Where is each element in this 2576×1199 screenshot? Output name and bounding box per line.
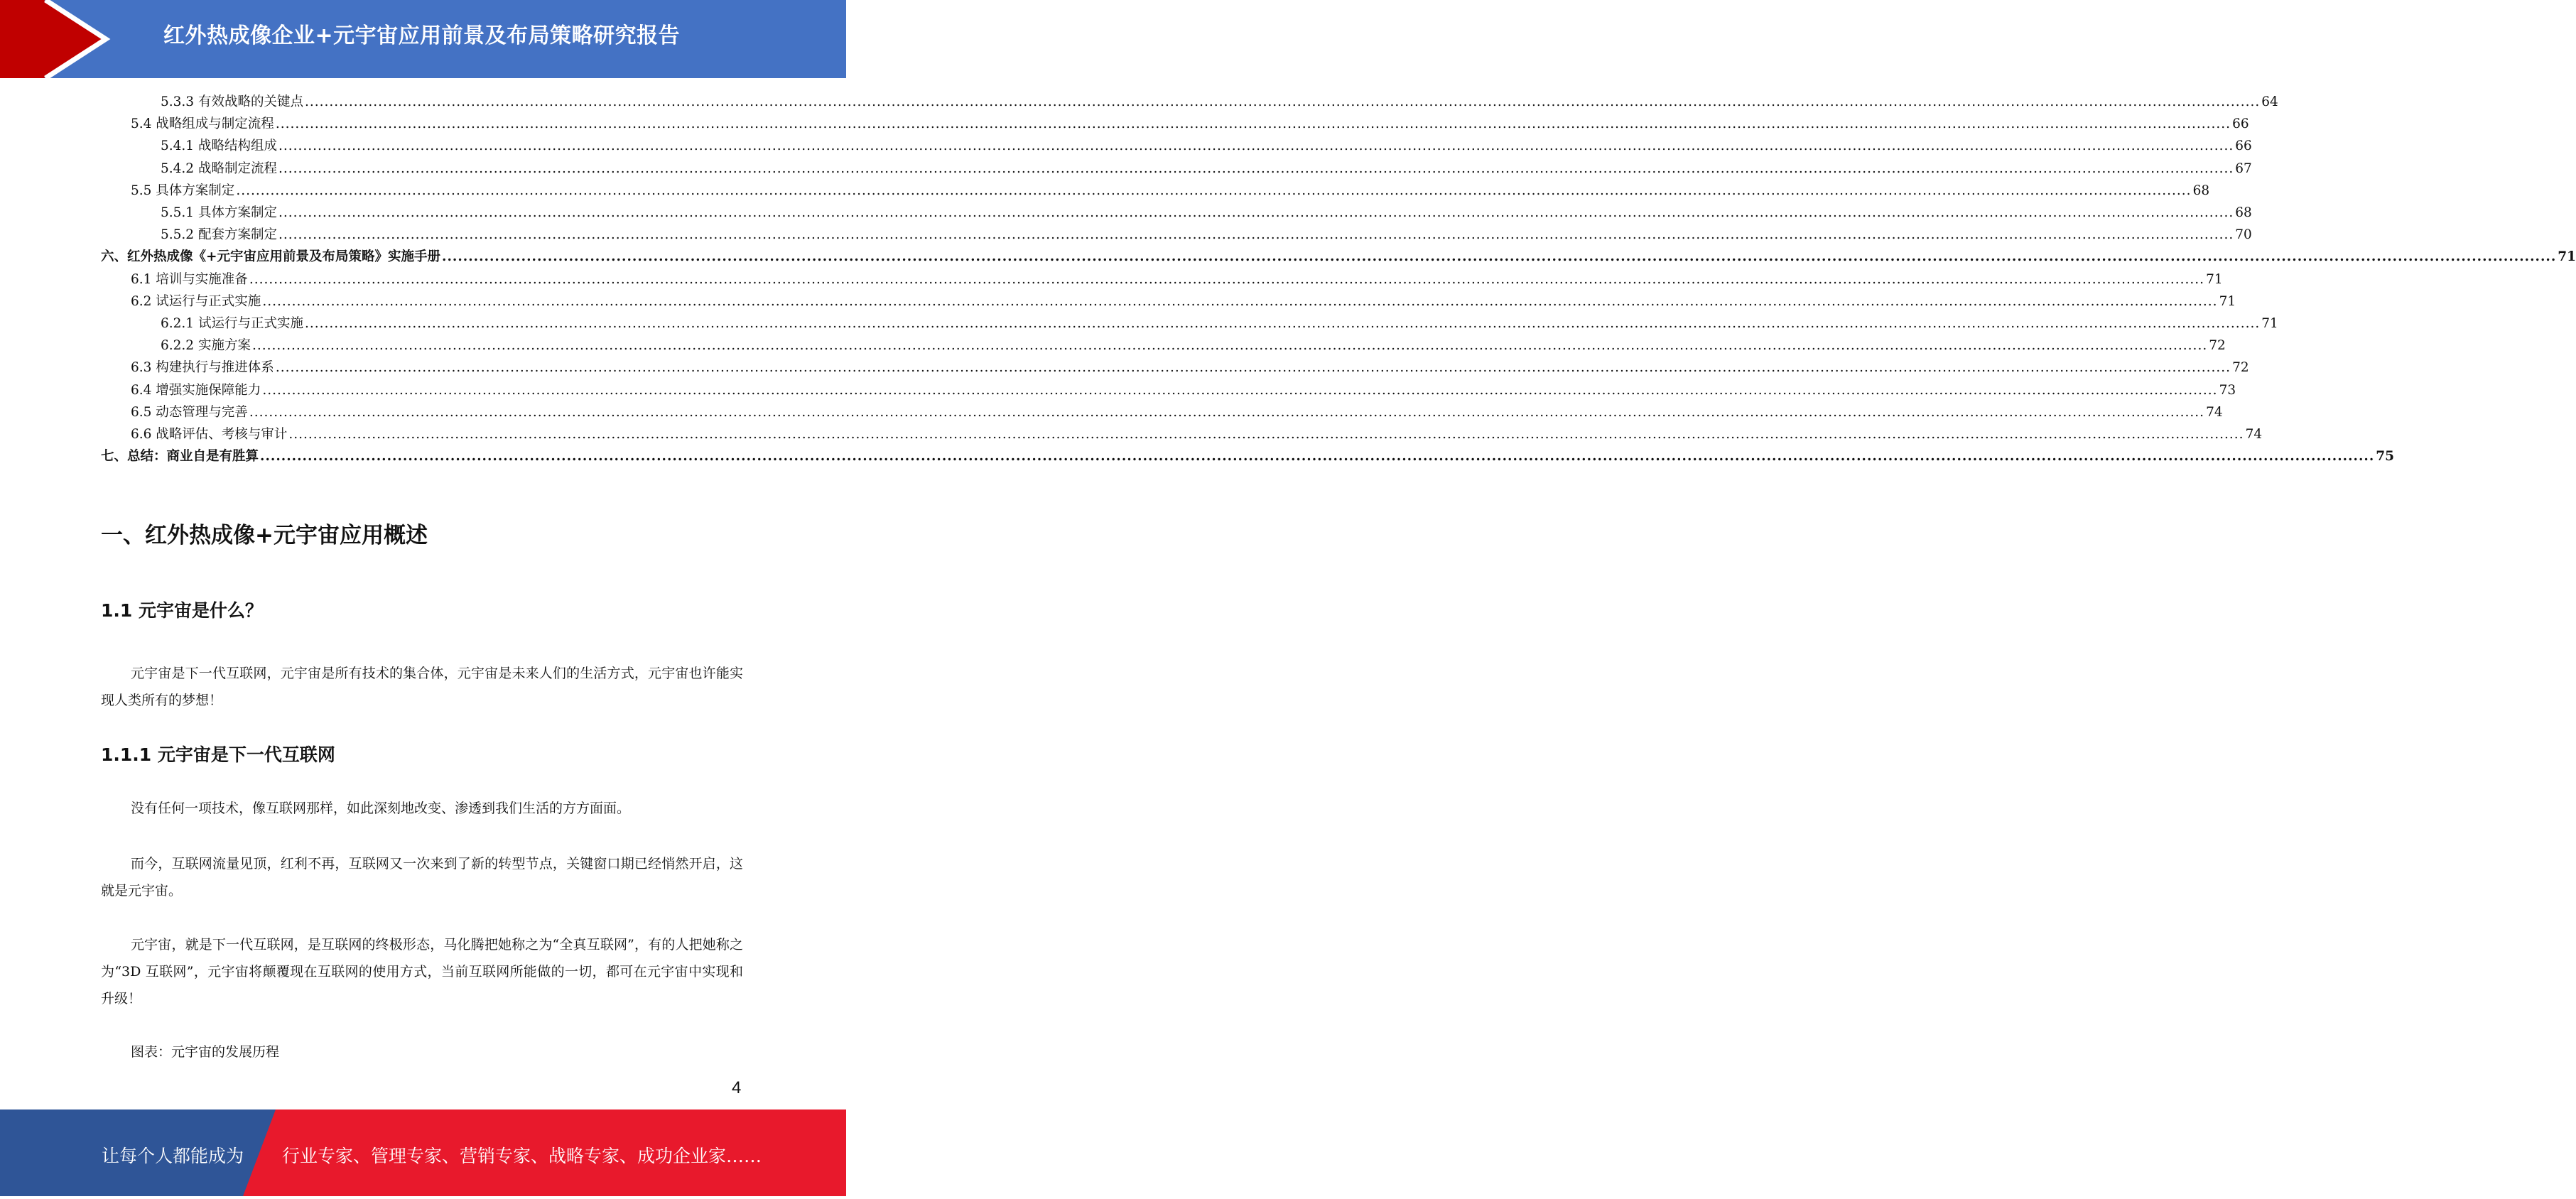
toc-leader-dots: ................................................................................................................................................................................................................................................................................................................................................................................................................ bbox=[278, 161, 2234, 176]
toc-entry-page: 67 bbox=[2235, 161, 2252, 176]
toc-leader-dots: ................................................................................................................................................................................................................................................................................................................................................................................................................ bbox=[304, 316, 2261, 331]
toc-leader-dots: ................................................................................................................................................................................................................................................................................................................................................................................................................ bbox=[278, 139, 2234, 154]
toc-entry[interactable] bbox=[131, 113, 2249, 135]
toc-entry[interactable] bbox=[161, 335, 2226, 357]
toc-leader-dots: ................................................................................................................................................................................................................................................................................................................................................................................................................ bbox=[249, 404, 2205, 420]
toc-entry[interactable] bbox=[161, 224, 2252, 246]
toc-entry-page: 71 bbox=[2261, 316, 2278, 331]
toc-leader-dots: ................................................................................................................................................................................................................................................................................................................................................................................................................ bbox=[262, 293, 2218, 309]
toc-entry-label: 5.3.3 有效战略的关键点 bbox=[161, 94, 303, 109]
toc-entry-label: 5.4.1 战略结构组成 bbox=[161, 139, 277, 154]
toc-entry-label: 6.2.2 实施方案 bbox=[161, 338, 251, 354]
toc-leader-dots: ................................................................................................................................................................................................................................................................................................................................................................................................................ bbox=[275, 360, 2231, 376]
toc-entry-label: 6.2 试运行与正式实施 bbox=[131, 293, 261, 309]
toc-entry-label: 5.4 战略组成与制定流程 bbox=[131, 116, 274, 132]
toc-entry[interactable] bbox=[161, 202, 2252, 224]
toc-entry[interactable] bbox=[101, 445, 2395, 467]
report-title: 红外热成像企业+元宇宙应用前景及布局策略研究报告 bbox=[163, 23, 681, 48]
toc-entry-page: 66 bbox=[2235, 139, 2252, 154]
toc-entry-label: 5.4.2 战略制定流程 bbox=[161, 161, 277, 176]
toc-entry[interactable] bbox=[161, 135, 2252, 157]
header-band bbox=[0, 0, 846, 78]
toc-entry[interactable] bbox=[131, 291, 2236, 313]
toc-entry-label: 七、总结：商业自是有胜算 bbox=[101, 449, 259, 465]
toc-leader-dots: ................................................................................................................................................................................................................................................................................................................................................................................................................ bbox=[251, 338, 2208, 354]
toc-entry[interactable] bbox=[131, 401, 2223, 423]
toc-entry-label: 5.5.1 具体方案制定 bbox=[161, 205, 277, 220]
toc-entry-page: 64 bbox=[2261, 94, 2278, 109]
toc-entry-page: 66 bbox=[2232, 116, 2249, 132]
figure-caption: 图表：元宇宙的发展历程 bbox=[131, 1044, 280, 1060]
toc-entry-page: 68 bbox=[2192, 183, 2210, 198]
toc-entry-label: 6.2.1 试运行与正式实施 bbox=[161, 316, 303, 331]
toc-leader-dots: ................................................................................................................................................................................................................................................................................................................................................................................................................ bbox=[236, 183, 2192, 198]
toc-leader-dots: ................................................................................................................................................................................................................................................................................................................................................................................................................ bbox=[278, 227, 2234, 243]
toc-entry[interactable] bbox=[161, 313, 2278, 335]
page-number: 4 bbox=[732, 1078, 742, 1097]
toc-leader-dots: ................................................................................................................................................................................................................................................................................................................................................................................................................ bbox=[249, 271, 2205, 287]
toc-entry-page: 74 bbox=[2206, 404, 2223, 420]
paragraph-intro: 元宇宙是下一代互联网，元宇宙是所有技术的集合体，元宇宙是未来人们的生活方式，元宇宙也许能实现人类所有的梦想！ bbox=[101, 666, 743, 708]
paragraph-2: 而今，互联网流量见顶，红利不再，互联网又一次来到了新的转型节点，关键窗口期已经悄然开启，这就是元宇宙。 bbox=[101, 856, 743, 899]
toc-leader-dots: ................................................................................................................................................................................................................................................................................................................................................................................................................ bbox=[260, 449, 2375, 465]
toc-entry-label: 6.6 战略评估、考核与审计 bbox=[131, 427, 288, 442]
toc-entry-page: 68 bbox=[2235, 205, 2252, 220]
toc-entry[interactable] bbox=[131, 357, 2249, 379]
subsection-heading: 1.1.1 元宇宙是下一代互联网 bbox=[101, 744, 335, 765]
toc-entry-page: 71 bbox=[2206, 271, 2223, 287]
toc-entry-page: 72 bbox=[2209, 338, 2226, 354]
toc-leader-dots: ................................................................................................................................................................................................................................................................................................................................................................................................................ bbox=[442, 249, 2557, 265]
paragraph-1: 没有任何一项技术，像互联网那样，如此深刻地改变、渗透到我们生活的方方面面。 bbox=[131, 801, 631, 816]
toc-entry-page: 71 bbox=[2219, 293, 2236, 309]
toc-entry-label: 5.5 具体方案制定 bbox=[131, 183, 235, 198]
toc-leader-dots: ................................................................................................................................................................................................................................................................................................................................................................................................................ bbox=[288, 427, 2244, 442]
toc-entry[interactable] bbox=[131, 268, 2223, 291]
toc-entry-label: 6.1 培训与实施准备 bbox=[131, 271, 248, 287]
chevron-decoration-icon bbox=[0, 0, 114, 78]
footer-slogan-left: 让每个人都能成为 bbox=[102, 1146, 244, 1166]
toc-entry-page: 73 bbox=[2219, 382, 2236, 398]
paragraph-3: 元宇宙，就是下一代互联网，是互联网的终极形态，马化腾把她称之为“全真互联网”，有的人把她称之为“3D 互联网”，元宇宙将颠覆现在互联网的使用方式，当前互联网所能做的一切，都可在元宇宙中实现和升级！ bbox=[101, 937, 743, 1007]
toc-entry[interactable] bbox=[161, 91, 2278, 113]
toc-entry-label: 5.5.2 配套方案制定 bbox=[161, 227, 277, 243]
toc-entry[interactable] bbox=[131, 379, 2236, 401]
toc-leader-dots: ................................................................................................................................................................................................................................................................................................................................................................................................................ bbox=[278, 205, 2234, 220]
toc-entry-label: 六、红外热成像《+元宇宙应用前景及布局策略》实施手册 bbox=[101, 249, 441, 265]
footer-slogan-right: 行业专家、管理专家、营销专家、战略专家、成功企业家…… bbox=[282, 1146, 762, 1166]
toc-leader-dots: ................................................................................................................................................................................................................................................................................................................................................................................................................ bbox=[262, 382, 2218, 398]
section-heading: 1.1 元宇宙是什么？ bbox=[101, 600, 263, 621]
toc-entry-page: 75 bbox=[2376, 449, 2395, 465]
toc-entry-page: 72 bbox=[2232, 360, 2249, 376]
toc-entry-page: 74 bbox=[2245, 427, 2263, 442]
toc-leader-dots: ................................................................................................................................................................................................................................................................................................................................................................................................................ bbox=[275, 116, 2231, 132]
toc-entry-label: 6.4 增强实施保障能力 bbox=[131, 382, 261, 398]
toc-entry[interactable] bbox=[131, 180, 2210, 202]
toc-entry-label: 6.5 动态管理与完善 bbox=[131, 404, 248, 420]
toc-entry[interactable] bbox=[131, 423, 2263, 445]
toc-entry-label: 6.3 构建执行与推进体系 bbox=[131, 360, 274, 376]
toc-entry[interactable] bbox=[101, 246, 2576, 268]
toc-leader-dots: ................................................................................................................................................................................................................................................................................................................................................................................................................ bbox=[304, 94, 2261, 109]
toc-entry-page: 70 bbox=[2235, 227, 2252, 243]
chapter-heading: 一、红外热成像+元宇宙应用概述 bbox=[101, 523, 428, 548]
toc-entry[interactable] bbox=[161, 158, 2252, 180]
toc-entry-page: 71 bbox=[2558, 249, 2576, 265]
